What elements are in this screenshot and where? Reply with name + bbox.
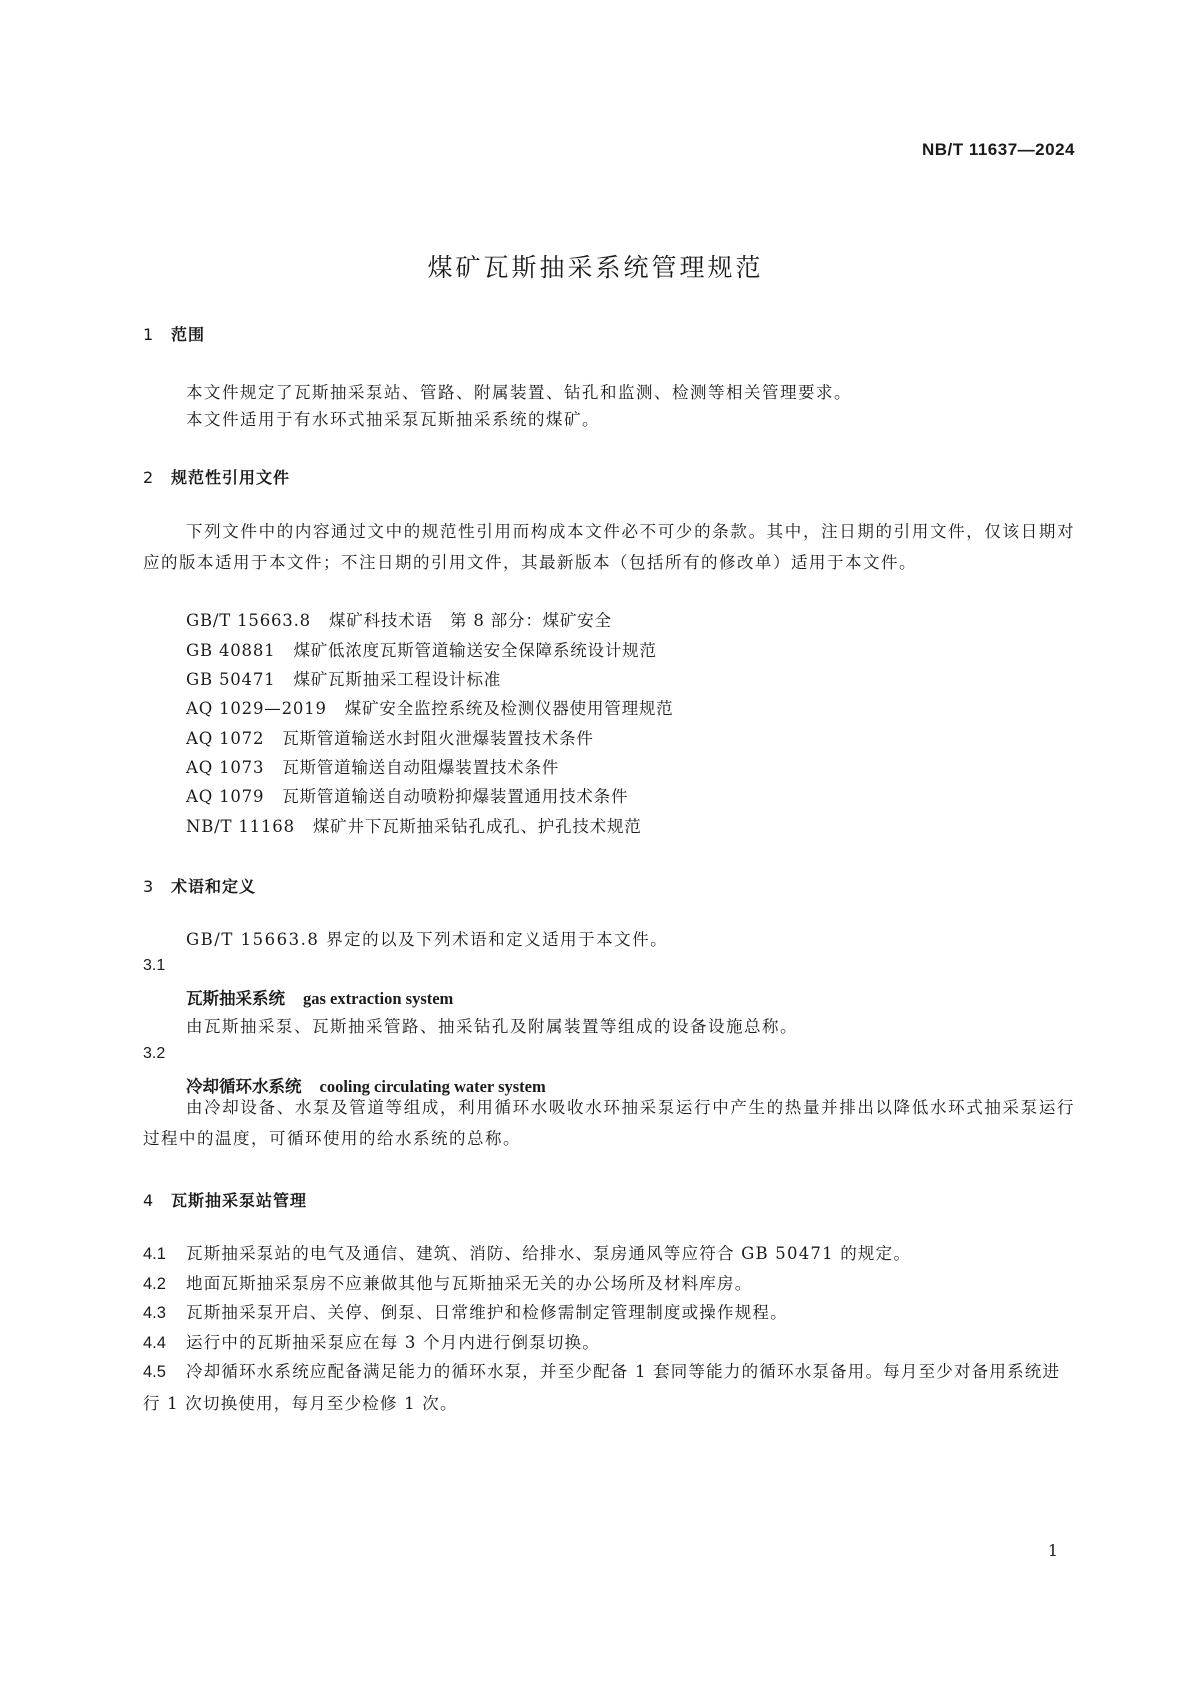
reference-title: 瓦斯管道输送水封阻火泄爆装置技术条件 bbox=[282, 729, 594, 748]
reference-code: AQ 1073 bbox=[186, 758, 265, 777]
term-zh: 瓦斯抽采系统 bbox=[186, 989, 285, 1008]
standard-number: NB/T 11637—2024 bbox=[921, 140, 1075, 159]
clause-text: 瓦斯抽采泵站的电气及通信、建筑、消防、给排水、泵房通风等应符合 GB 50471 的规定。 bbox=[186, 1244, 912, 1263]
reference-item bbox=[186, 637, 657, 661]
reference-title: 瓦斯管道输送自动阻爆装置技术条件 bbox=[282, 758, 560, 777]
reference-item bbox=[186, 725, 594, 749]
reference-title: 瓦斯管道输送自动喷粉抑爆装置通用技术条件 bbox=[282, 787, 629, 806]
section-1-paragraph-2: 本文件适用于有水环式抽采泵瓦斯抽采系统的煤矿。 bbox=[186, 410, 600, 429]
reference-title: 煤矿瓦斯抽采工程设计标准 bbox=[293, 670, 502, 689]
reference-item bbox=[186, 813, 642, 837]
reference-item bbox=[186, 607, 612, 631]
reference-item bbox=[186, 666, 501, 690]
section-1-heading bbox=[143, 322, 205, 345]
clause-item bbox=[143, 1238, 1075, 1270]
document-title: 煤矿瓦斯抽采系统管理规范 bbox=[427, 253, 764, 282]
term-en: cooling circulating water system bbox=[319, 1077, 546, 1096]
clause-text: 地面瓦斯抽采泵房不应兼做其他与瓦斯抽采无关的办公场所及材料库房。 bbox=[186, 1274, 753, 1293]
page-number: 1 bbox=[1047, 1541, 1058, 1560]
reference-code: AQ 1079 bbox=[186, 787, 265, 806]
reference-code: AQ 1029—2019 bbox=[186, 699, 327, 718]
section-title: 瓦斯抽采泵站管理 bbox=[171, 1191, 308, 1210]
term-entry bbox=[186, 985, 453, 1009]
clause-number: 4.4 bbox=[143, 1334, 166, 1352]
section-title: 范围 bbox=[171, 325, 206, 344]
section-number: 4 bbox=[143, 1191, 155, 1210]
section-2-heading bbox=[143, 465, 290, 488]
section-3-heading bbox=[143, 874, 256, 897]
reference-title: 煤矿科技术语 第 8 部分：煤矿安全 bbox=[328, 611, 612, 630]
clause-number: 4.5 bbox=[143, 1363, 166, 1381]
term-clause-number: 3.1 bbox=[143, 957, 166, 974]
clause-text: 冷却循环水系统应配备满足能力的循环水泵，并至少配备 1 套同等能力的循环水泵备用。每月至少对备用系统进行 1 次切换使用，每月至少检修 1 次。 bbox=[143, 1362, 1061, 1413]
clause-number: 4.2 bbox=[143, 1275, 166, 1293]
section-3-intro: GB/T 15663.8 界定的以及下列术语和定义适用于本文件。 bbox=[186, 930, 669, 949]
term-definition: 由瓦斯抽采泵、瓦斯抽采管路、抽采钻孔及附属装置等组成的设备设施总称。 bbox=[186, 1017, 798, 1036]
clause-text: 运行中的瓦斯抽采泵应在每 3 个月内进行倒泵切换。 bbox=[186, 1333, 600, 1352]
reference-item bbox=[186, 695, 673, 719]
section-number: 3 bbox=[143, 877, 155, 896]
clause-number: 4.3 bbox=[143, 1304, 166, 1322]
section-title: 术语和定义 bbox=[171, 877, 257, 896]
term-zh: 冷却循环水系统 bbox=[186, 1077, 302, 1096]
clause-text: 瓦斯抽采泵开启、关停、倒泵、日常维护和检修需制定管理制度或操作规程。 bbox=[186, 1303, 788, 1322]
reference-code: AQ 1072 bbox=[186, 729, 265, 748]
section-1-paragraph-1: 本文件规定了瓦斯抽采泵站、管路、附属装置、钻孔和监测、检测等相关管理要求。 bbox=[186, 383, 852, 402]
clause-number: 4.1 bbox=[143, 1245, 166, 1263]
reference-item bbox=[186, 783, 628, 807]
clause-item bbox=[143, 1268, 1075, 1300]
section-number: 2 bbox=[143, 468, 155, 487]
reference-item bbox=[186, 754, 559, 778]
term-en: gas extraction system bbox=[303, 989, 454, 1008]
section-4-heading bbox=[143, 1188, 307, 1211]
section-2-intro: 下列文件中的内容通过文中的规范性引用而构成本文件必不可少的条款。其中，注日期的引用文件，仅该日期对应的版本适用于本文件；不注日期的引用文件，其最新版本（包括所有的修改单）适用于本文件。 bbox=[143, 522, 1075, 572]
reference-title: 煤矿井下瓦斯抽采钻孔成孔、护孔技术规范 bbox=[312, 817, 642, 836]
reference-title: 煤矿安全监控系统及检测仪器使用管理规范 bbox=[344, 699, 674, 718]
reference-code: NB/T 11168 bbox=[186, 817, 295, 836]
reference-code: GB/T 15663.8 bbox=[186, 611, 311, 630]
term-definition: 由冷却设备、水泵及管道等组成，利用循环水吸收水环抽采泵运行中产生的热量并排出以降低水环式抽采泵运行过程中的温度，可循环使用的给水系统的总称。 bbox=[143, 1098, 1075, 1148]
section-number: 1 bbox=[143, 325, 155, 344]
term-clause-number: 3.2 bbox=[143, 1045, 166, 1062]
clause-item bbox=[143, 1327, 1075, 1359]
reference-code: GB 50471 bbox=[186, 670, 276, 689]
reference-code: GB 40881 bbox=[186, 641, 276, 660]
clause-item bbox=[143, 1356, 1075, 1419]
clause-item bbox=[143, 1297, 1075, 1329]
section-title: 规范性引用文件 bbox=[171, 468, 291, 487]
reference-title: 煤矿低浓度瓦斯管道输送安全保障系统设计规范 bbox=[293, 641, 657, 660]
